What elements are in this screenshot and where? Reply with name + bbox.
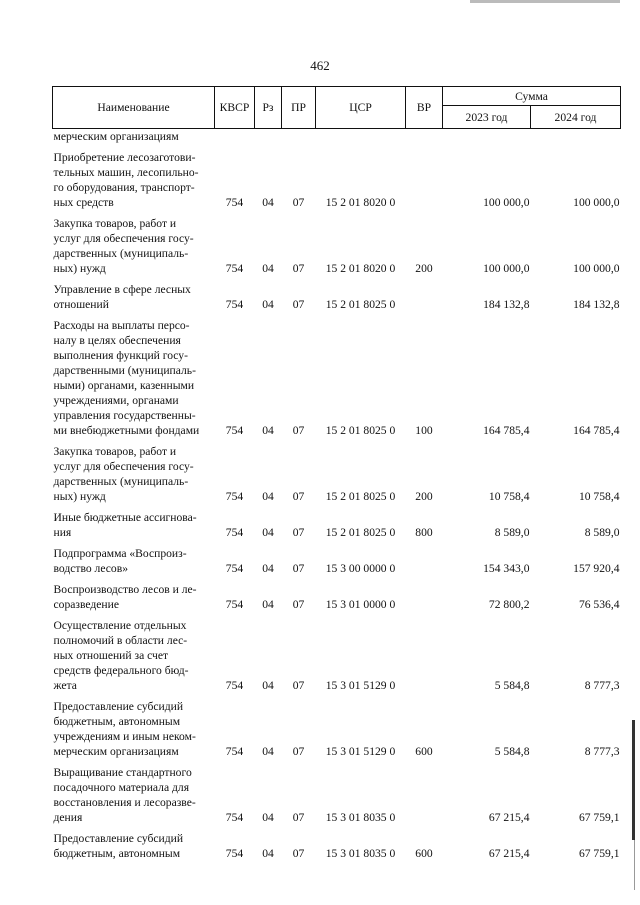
row-csr: 15 3 01 8035 0: [325, 847, 396, 860]
row-sum-2023: 67 215,4: [488, 847, 530, 860]
row-name: [53, 314, 215, 440]
table-row: [53, 506, 621, 542]
row-vr: [406, 614, 443, 695]
row-vr: 600: [415, 847, 433, 860]
row-sum-2023: 100 000,0: [483, 262, 530, 275]
table-row: [53, 542, 621, 578]
row-kvsr: 754: [225, 847, 244, 860]
row-name-line: Приобретение лесозаготови-: [53, 151, 196, 164]
row-name: [53, 542, 215, 578]
row-name: [53, 827, 215, 863]
row-pr: [282, 129, 316, 147]
table-row: [53, 695, 621, 761]
row-name-line: средств федерального бюд-: [53, 664, 189, 677]
row-name-line: отношений: [53, 298, 109, 311]
row-sum-2023: 72 800,2: [488, 598, 530, 611]
row-name-line: бюджетным, автономным: [53, 847, 181, 860]
row-name: [53, 506, 215, 542]
row-name: [53, 146, 215, 212]
row-name-line: услуг для обеспечения госу-: [53, 460, 194, 473]
table-row: [53, 129, 621, 147]
row-pr: 07: [292, 490, 305, 503]
row-pr: 07: [292, 847, 305, 860]
row-name-line: бюджетным, автономным: [53, 715, 181, 728]
row-rz: 04: [262, 745, 274, 758]
row-pr: 07: [292, 526, 305, 539]
row-csr: 15 3 01 5129 0: [325, 745, 396, 758]
row-name-line: Управление в сфере лесных: [53, 283, 191, 296]
row-kvsr: 754: [225, 298, 244, 311]
row-rz: 04: [262, 679, 274, 692]
row-sum-2023: 67 215,4: [488, 811, 530, 824]
table-row: [53, 761, 621, 827]
row-name-line: Предоставление субсидий: [53, 832, 184, 845]
row-name-line: полномочий в области лес-: [53, 634, 188, 647]
row-pr: 07: [292, 262, 305, 275]
row-vr: [406, 761, 443, 827]
row-rz: 04: [262, 526, 274, 539]
row-sum-2023: 164 785,4: [483, 424, 530, 437]
row-rz: 04: [262, 262, 274, 275]
row-name-line: го оборудования, транспорт-: [53, 181, 195, 194]
row-name-line: тельных машин, лесопильно-: [53, 166, 199, 179]
row-rz: 04: [262, 562, 274, 575]
row-sum-2023: 5 584,8: [494, 679, 530, 692]
scan-edge-shadow: [632, 720, 635, 840]
row-csr: 15 2 01 8025 0: [325, 298, 396, 311]
row-pr: 07: [292, 811, 305, 824]
row-kvsr: 754: [225, 811, 244, 824]
row-name-line: ми внебюджетными фондами: [53, 424, 200, 437]
row-name-line: ными) органами, казенными: [53, 379, 195, 392]
table-header: [53, 87, 621, 129]
scan-edge-shadow-light: [634, 840, 635, 890]
header-rz: Рз: [255, 87, 282, 129]
row-name-line: ных) нужд: [53, 262, 106, 275]
row-name-line: дарственными (муниципаль-: [53, 364, 196, 377]
header-sum: Сумма: [443, 87, 621, 106]
row-name-line: учреждениям и иным неком-: [53, 730, 196, 743]
row-sum-2024: 157 920,4: [573, 562, 620, 575]
row-name-line: ния: [53, 526, 72, 539]
row-pr: 07: [292, 298, 305, 311]
row-name-line: выполнения функций госу-: [53, 349, 188, 362]
row-pr: 07: [292, 196, 305, 209]
header-2023: 2023 год: [443, 106, 531, 129]
row-vr: 200: [415, 490, 433, 503]
header-csr: ЦСР: [316, 87, 406, 129]
row-sum-2023: 184 132,8: [483, 298, 530, 311]
row-name-line: ных средств: [53, 196, 114, 209]
row-name-line: дарственных (муниципаль-: [53, 247, 189, 260]
row-sum-2023: 5 584,8: [494, 745, 530, 758]
row-pr: 07: [292, 562, 305, 575]
row-name: [53, 129, 215, 147]
row-pr: 07: [292, 424, 305, 437]
row-kvsr: 754: [225, 490, 244, 503]
row-pr: 07: [292, 745, 305, 758]
row-kvsr: 754: [225, 196, 244, 209]
row-csr: [316, 129, 406, 147]
row-sum-2023: [443, 129, 531, 147]
row-csr: 15 3 01 8035 0: [325, 811, 396, 824]
row-kvsr: 754: [225, 679, 244, 692]
row-name-line: управления государственны-: [53, 409, 196, 422]
row-sum-2023: 100 000,0: [483, 196, 530, 209]
page-number: 462: [310, 58, 330, 73]
row-name-line: ных) нужд: [53, 490, 106, 503]
row-sum-2024: 8 777,3: [584, 745, 620, 758]
row-name: [53, 614, 215, 695]
row-name-line: посадочного материала для: [53, 781, 190, 794]
row-kvsr: 754: [225, 598, 244, 611]
row-rz: 04: [262, 811, 274, 824]
row-name-line: учреждениями, органами: [53, 394, 179, 407]
header-2024: 2024 год: [531, 106, 621, 129]
table-row: [53, 440, 621, 506]
row-rz: 04: [262, 196, 274, 209]
row-vr: 800: [415, 526, 433, 539]
row-csr: 15 3 01 0000 0: [325, 598, 396, 611]
header-vr: ВР: [406, 87, 443, 129]
row-csr: 15 2 01 8020 0: [325, 196, 396, 209]
row-vr: [406, 578, 443, 614]
row-rz: 04: [262, 847, 274, 860]
row-name-line: услуг для обеспечения госу-: [53, 232, 194, 245]
row-name: [53, 212, 215, 278]
row-vr: 200: [415, 262, 433, 275]
row-rz: 04: [262, 598, 274, 611]
row-name-line: Воспроизводство лесов и ле-: [53, 583, 197, 596]
row-kvsr: 754: [225, 745, 244, 758]
row-name-line: налу в целях обеспечения: [53, 334, 181, 347]
row-name-line: Иные бюджетные ассигнова-: [53, 511, 197, 524]
row-name: [53, 440, 215, 506]
row-name: [53, 761, 215, 827]
row-name-line: Предоставление субсидий: [53, 700, 184, 713]
row-sum-2024: 67 759,1: [578, 847, 620, 860]
row-rz: [255, 129, 282, 147]
row-kvsr: 754: [225, 562, 244, 575]
row-name-line: Закупка товаров, работ и: [53, 217, 177, 230]
row-csr: 15 2 01 8020 0: [325, 262, 396, 275]
header-name: Наименование: [53, 87, 215, 129]
header-kvsr: КВСР: [215, 87, 255, 129]
row-sum-2024: 184 132,8: [573, 298, 620, 311]
row-name-line: Расходы на выплаты персо-: [53, 319, 190, 332]
table-row: [53, 146, 621, 212]
row-sum-2024: 76 536,4: [578, 598, 620, 611]
table-body: [53, 129, 621, 864]
row-rz: 04: [262, 424, 274, 437]
row-sum-2023: 10 758,4: [488, 490, 530, 503]
budget-table: [52, 86, 621, 863]
row-kvsr: 754: [225, 526, 244, 539]
row-name-line: восстановления и лесоразве-: [53, 796, 196, 809]
row-sum-2024: 164 785,4: [573, 424, 620, 437]
row-name-line: соразведение: [53, 598, 119, 611]
row-vr: [406, 542, 443, 578]
row-name-line: дарственных (муниципаль-: [53, 475, 189, 488]
row-sum-2024: 8 777,3: [584, 679, 620, 692]
row-name-line: ных отношений за счет: [53, 649, 169, 662]
row-csr: 15 2 01 8025 0: [325, 490, 396, 503]
row-name-line: водство лесов»: [53, 562, 128, 575]
row-vr: [406, 146, 443, 212]
row-kvsr: 754: [225, 262, 244, 275]
table-row: [53, 614, 621, 695]
row-sum-2024: 67 759,1: [578, 811, 620, 824]
scan-mark: [470, 0, 620, 3]
row-rz: 04: [262, 298, 274, 311]
table-row: [53, 827, 621, 863]
row-name-line: Закупка товаров, работ и: [53, 445, 177, 458]
row-rz: 04: [262, 490, 274, 503]
row-kvsr: [215, 129, 255, 147]
row-csr: 15 2 01 8025 0: [325, 424, 396, 437]
table-row: [53, 278, 621, 314]
row-sum-2024: 10 758,4: [578, 490, 620, 503]
row-name-line: мерческим организациям: [53, 745, 179, 758]
row-vr: [406, 278, 443, 314]
row-vr: 600: [415, 745, 433, 758]
row-csr: 15 2 01 8025 0: [325, 526, 396, 539]
table-row: [53, 314, 621, 440]
row-name-line: Подпрограмма «Воспроиз-: [53, 547, 187, 560]
row-sum-2023: 8 589,0: [494, 526, 530, 539]
row-name: [53, 695, 215, 761]
row-name-line: Осуществление отдельных: [53, 619, 187, 632]
row-sum-2023: 154 343,0: [483, 562, 530, 575]
row-vr: 100: [415, 424, 433, 437]
row-sum-2024: 100 000,0: [573, 196, 620, 209]
row-vr: [406, 129, 443, 147]
row-kvsr: 754: [225, 424, 244, 437]
row-pr: 07: [292, 679, 305, 692]
row-sum-2024: 100 000,0: [573, 262, 620, 275]
row-name: [53, 578, 215, 614]
row-name-line: Выращивание стандартного: [53, 766, 192, 779]
table-row: [53, 578, 621, 614]
row-csr: 15 3 01 5129 0: [325, 679, 396, 692]
row-sum-2024: [531, 129, 621, 147]
row-sum-2024: 8 589,0: [584, 526, 620, 539]
row-pr: 07: [292, 598, 305, 611]
row-name-line: мерческим организациям: [53, 130, 179, 143]
row-name-line: дения: [53, 811, 83, 824]
row-name-line: жета: [53, 679, 77, 692]
header-pr: ПР: [282, 87, 316, 129]
table-row: [53, 212, 621, 278]
row-name: [53, 278, 215, 314]
row-csr: 15 3 00 0000 0: [325, 562, 396, 575]
